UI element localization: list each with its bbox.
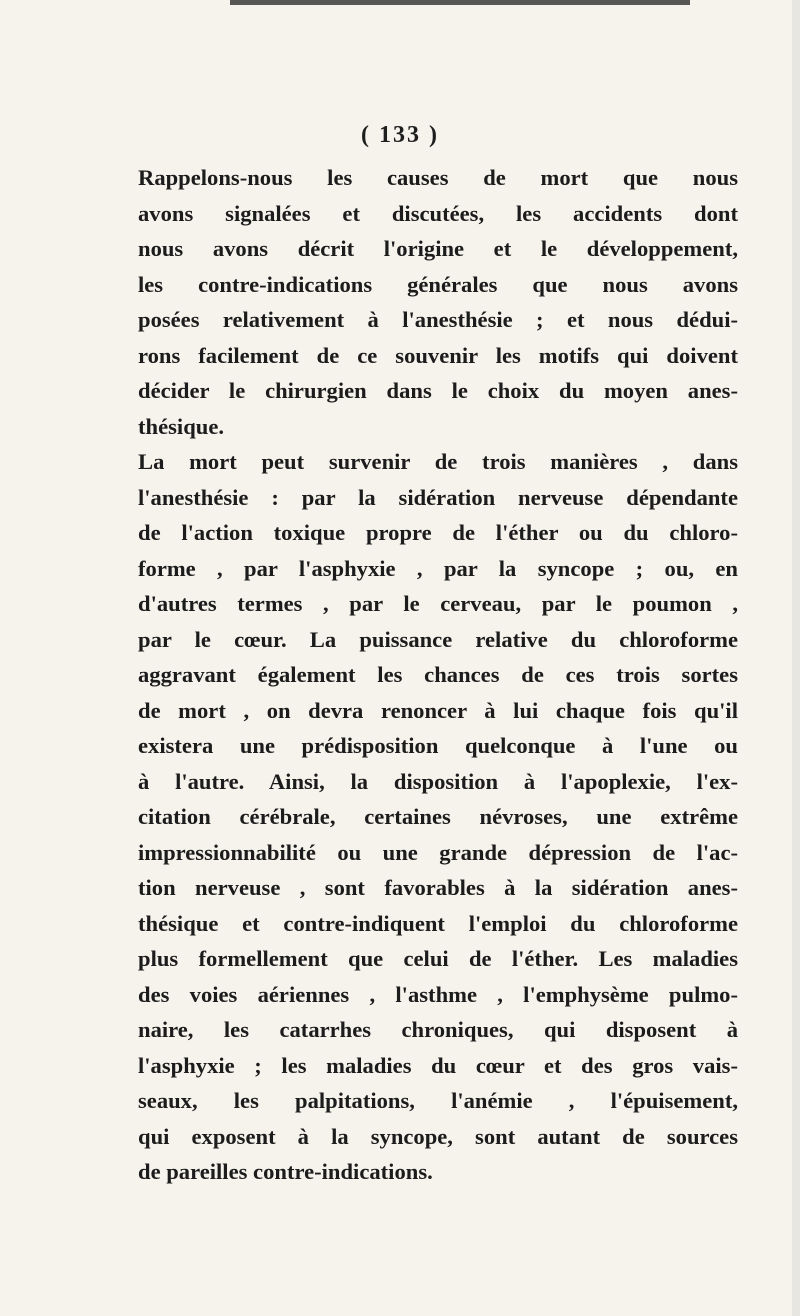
text-line: naire, les catarrhes chroniques, qui disposent à xyxy=(138,1017,738,1042)
page-right-edge xyxy=(792,0,800,1316)
text-line: La mort peut survenir de trois manières , dans xyxy=(138,449,738,474)
page-number: ( 133 ) xyxy=(361,122,439,148)
text-line: citation cérébrale, certaines névroses, une extrême xyxy=(138,804,738,829)
text-line: Rappelons-nous les causes de mort que nous xyxy=(138,165,738,190)
text-line: posées relativement à l'anesthésie ; et nous dédui- xyxy=(138,307,738,332)
text-line: tion nerveuse , sont favorables à la sidération anes- xyxy=(138,875,738,900)
text-line: qui exposent à la syncope, sont autant de sources xyxy=(138,1123,738,1149)
page-top-edge xyxy=(230,0,690,5)
text-line: de pareilles contre-indications. xyxy=(138,1159,433,1184)
paragraph-1 xyxy=(104,160,738,444)
text-line: impressionnabilité ou une grande dépression de l'ac- xyxy=(138,839,738,865)
text-line: l'anesthésie : par la sidération nerveuse dépendante xyxy=(138,484,738,510)
text-line: de mort , on devra renoncer à lui chaque fois qu'il xyxy=(138,697,738,723)
body-text xyxy=(104,160,738,1190)
text-line: de l'action toxique propre de l'éther ou du chloro- xyxy=(138,520,738,545)
text-line: d'autres termes , par le cerveau, par le poumon , xyxy=(138,591,738,616)
text-line: décider le chirurgien dans le choix du moyen anes- xyxy=(138,378,738,403)
text-line: thésique. xyxy=(138,413,224,439)
text-line: existera une prédisposition quelconque à l'une ou xyxy=(138,733,738,758)
text-line: l'asphyxie ; les maladies du cœur et des gros vais- xyxy=(138,1052,738,1078)
text-line: à l'autre. Ainsi, la disposition à l'apoplexie, l'ex- xyxy=(138,768,738,794)
text-line: par le cœur. La puissance relative du chloroforme xyxy=(138,626,738,652)
text-line: plus formellement que celui de l'éther. Les maladies xyxy=(138,946,738,971)
paragraph-2 xyxy=(104,444,738,1190)
text-line: forme , par l'asphyxie , par la syncope ; ou, en xyxy=(138,555,738,581)
text-line: des voies aériennes , l'asthme , l'emphysème pulmo- xyxy=(138,981,738,1007)
text-line: les contre-indications générales que nous avons xyxy=(138,271,738,297)
text-line: rons facilement de ce souvenir les motifs qui doivent xyxy=(138,342,738,368)
text-line: thésique et contre-indiquent l'emploi du chloroforme xyxy=(138,910,738,936)
text-line: avons signalées et discutées, les accidents dont xyxy=(138,200,738,226)
text-line: seaux, les palpitations, l'anémie , l'épuisement, xyxy=(138,1088,738,1113)
text-line: nous avons décrit l'origine et le développement, xyxy=(138,236,738,261)
text-line: aggravant également les chances de ces trois sortes xyxy=(138,662,738,687)
